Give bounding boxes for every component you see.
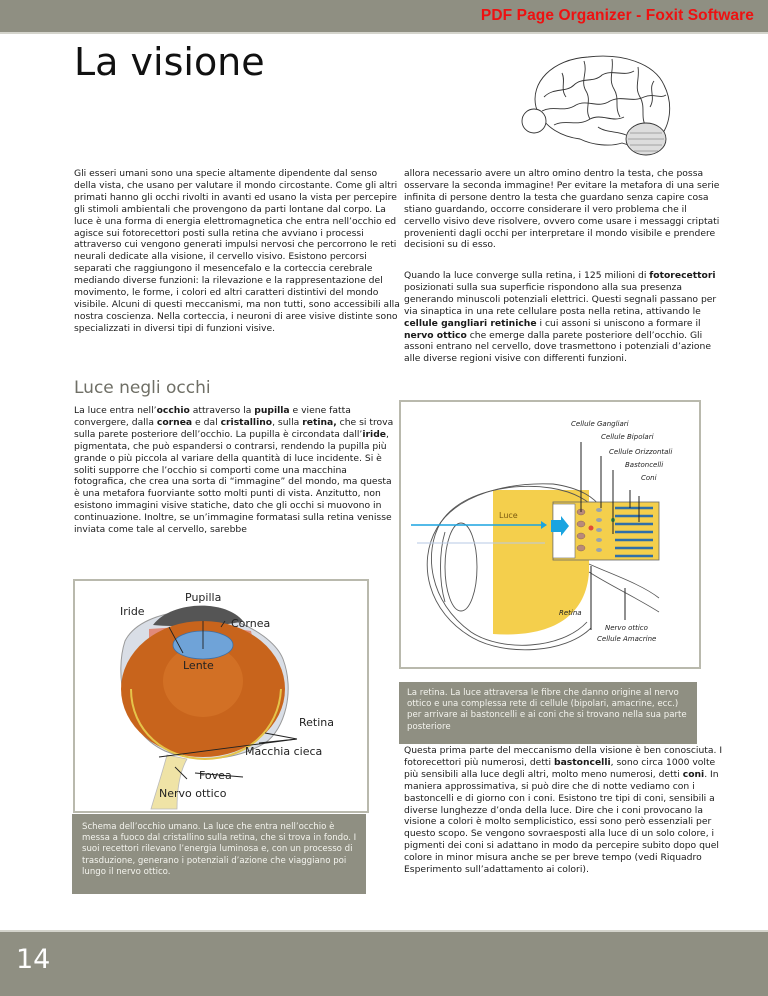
label-blind-spot: Macchia cieca xyxy=(245,745,323,758)
page-footer xyxy=(0,930,768,996)
text-run: posizionati sulla sua superficie rispondono alla sua presenza generando minuscoli potenziali elettrici. Questi segnali passano per via sinaptica in una rete cellulare posta nella retina, attivando le xyxy=(404,281,717,317)
section-paragraph-text xyxy=(74,405,400,536)
section-paragraph xyxy=(74,405,400,536)
right-paragraph-2-text xyxy=(404,270,724,365)
section-heading: Luce negli occhi xyxy=(74,378,211,398)
app-title: PDF Page Organizer - Foxit Software xyxy=(480,7,754,24)
label-light: Luce xyxy=(499,511,518,520)
label-ganglion-cells: Cellule Gangliari xyxy=(571,420,629,428)
eye-caption xyxy=(72,814,366,894)
frontal-lobe-shape xyxy=(522,109,546,133)
app-title-bar xyxy=(0,0,768,34)
text-run: Questa prima parte del meccanismo della visione è ben conosciuta. I fotorecettori più numerosi, detti xyxy=(404,745,723,768)
bold-term: bastoncelli xyxy=(554,756,611,768)
label-horizontal-cells: Cellule Orizzontali xyxy=(609,448,673,456)
label-cornea: Cornea xyxy=(231,617,271,630)
intro-text: Gli esseri umani sono una specie altamente dipendente dal senso della vista, che usano per valutare il mondo circostante. Come gli altri primati hanno gli occhi rivolti in avanti ed usano la vista per percepire gli stimoli ambientali che provengono da parti lontane dal corpo. La luce è una forma di energia elettromagnetica che entra nell’occhio ed agisce sui fotorecettori posti sulla retina che avviano i processi attraverso cui vengono generati impulsi nervosi che percorrono le reti neurali dedicate alla visione, il cervello visivo. Esistono percorsi separati che raggiungono il mesencefalo e la corteccia cerebrale mediando diverse funzioni: la rilevazione e la rappresentazione del movimento, le forme, i colori ed altri caratteri distintivi del mondo visibile. Alcuni di questi meccanismi, ma non tutti, sono accessibili alla nostra coscienza. Nella corteccia, i neuroni di aree visive distinte sono specializzati in diversi tipi di funzioni visive. xyxy=(74,168,400,334)
eye-figure xyxy=(73,579,369,813)
label-optic-nerve: Nervo ottico xyxy=(159,787,227,800)
label-amacrine-cells: Cellule Amacrine xyxy=(597,635,657,643)
label-rods: Bastoncelli xyxy=(625,461,664,469)
bold-term: fotorecettori xyxy=(649,270,716,281)
retina-caption-text: La retina. La luce attraversa le fibre che danno origine al nervo ottico e una complessa rete di cellule (bipolari, amacrine, ecc.) per arrivare ai bastoncelli e ai coni che si trovano nella sua parte posteriore xyxy=(407,688,687,732)
text-run: . In maniera approssimativa, si può dire che di notte vediamo con i bastoncelli e di giorno con i coni. Esistono tre tipi di coni, sensibili a diverse lunghezze d’onda della luce. Dire che i coni provocano la visione a colori è molto semplicistico, essi sono però essenziali per questo scopo. Se vengono sovraesposti alla luce di un solo colore, i pigmenti dei coni si adattano in modo da percepire subito dopo quel colore in minor misura anche se per breve tempo (vedi Riquadro Esperimento sull’adattamento ai colori). xyxy=(404,768,719,876)
bold-term: occhio xyxy=(156,405,190,416)
bold-term: retina, xyxy=(302,416,337,428)
text-run: e dal xyxy=(192,416,221,428)
right-paragraph-3 xyxy=(404,745,724,876)
text-run: La luce entra nell’ xyxy=(74,405,157,416)
label-lens: Lente xyxy=(183,659,214,672)
text-run: e viene fatta convergere, dalla xyxy=(74,405,351,428)
label-iris: Iride xyxy=(120,605,145,618)
bold-term: nervo ottico xyxy=(404,329,467,341)
text-run: Quando la luce converge sulla retina, i 125 milioni di xyxy=(404,270,650,281)
text-run: che si trova sulla parete posteriore dell’occhio. La pupilla è circondata dall’ xyxy=(74,416,394,440)
retina-figure xyxy=(399,400,701,669)
right-paragraph-2 xyxy=(404,270,724,365)
label-optic-nerve: Nervo ottico xyxy=(605,624,648,632)
label-fovea: Fovea xyxy=(199,769,232,782)
eye-diagram xyxy=(75,581,367,811)
text-run: i cui assoni si uniscono a formare il xyxy=(536,317,701,329)
bold-term: cellule gangliari retiniche xyxy=(404,317,537,329)
page-title: La visione xyxy=(74,40,265,84)
label-bipolar-cells: Cellule Bipolari xyxy=(601,433,654,441)
right-paragraph-1 xyxy=(404,168,724,251)
eye-caption-text: Schema dell’occhio umano. La luce che entra nell’occhio è messa a fuoco dal cristallino sulla retina, che si trova in fondo. I suoi recettori rilevano l’energia luminosa e, con un processo di trasduzione, generano i potenziali d’azione che viaggiano poi lungo il nervo ottico. xyxy=(82,822,357,877)
bold-term: iride xyxy=(362,428,386,440)
label-retina: Retina xyxy=(299,716,334,729)
bold-term: coni xyxy=(682,768,705,780)
page-number: 14 xyxy=(16,944,51,975)
text-run: attraverso la xyxy=(189,405,255,416)
bold-term: cristallino xyxy=(220,416,273,428)
bold-term: cornea xyxy=(156,416,193,428)
text-run: che emerge dalla parete posteriore dell’occhio. Gli assoni entrano nel cervello, dove trasmettono i potenziali d’azione alle diverse regioni visive con differenti funzioni. xyxy=(404,329,711,365)
label-pupil: Pupilla xyxy=(185,591,222,604)
text-run: , sulla xyxy=(272,416,303,428)
right-paragraph-1-text: allora necessario avere un altro omino dentro la testa, che possa osservare la seconda immagine! Per evitare la metafora di una serie infinita di persone dentro la testa che guardano senza capire cosa stiano guardando, occorre considerare il vero problema che il cervello visivo deve risolvere, ovvero come usare i messaggi criptati provenienti dagli occhi per interpretare il mondo visibile e prendere decisioni su di esso. xyxy=(404,168,720,251)
intro-paragraph xyxy=(74,168,400,335)
retina-caption xyxy=(399,682,697,744)
text-run: , pigmentata, che può espandersi o contrarsi, rendendo la pupilla più grande o più piccola al variare della quantità di luce incidente. Si è soliti supporre che l’occhio si comporti come una macchina fotografica, che crea una sorta di “immagine” del mondo, ma questa è una metafora fuorviante sotto molti punti di vista. Anzitutto, non esistono immagini visive statiche, dato che gli occhi si muovono in continuazione. Inoltre, se un’immagine formatasi sulla retina venisse inviata come tale al cervello, sarebbe xyxy=(74,428,392,536)
text-run: , sono circa 1000 volte più sensibili alla luce degli altri, molto meno numerosi, detti xyxy=(404,756,716,780)
retina-diagram xyxy=(401,402,699,667)
label-retina: Retina xyxy=(559,609,582,617)
optic-nerve-shape xyxy=(151,755,187,809)
label-cones: Coni xyxy=(641,474,657,482)
bold-term: pupilla xyxy=(254,405,290,416)
brain-illustration xyxy=(514,47,684,157)
right-paragraph-3-text xyxy=(404,745,724,876)
